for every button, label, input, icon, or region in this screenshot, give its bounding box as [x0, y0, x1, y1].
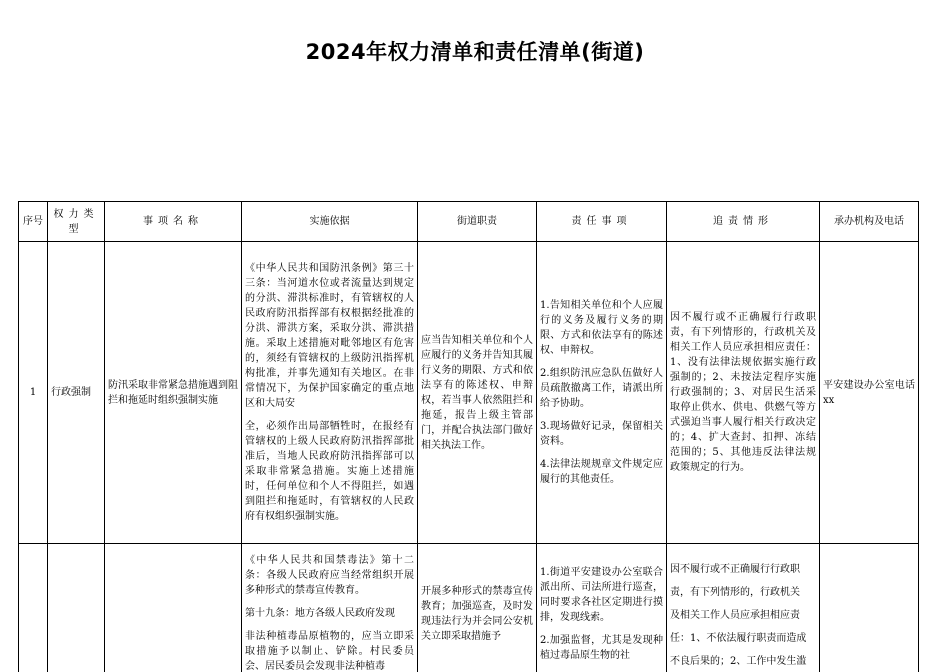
row-resp — [537, 544, 667, 672]
account-line: 及相关工作人员应承担相应责 — [670, 610, 800, 621]
row-no: 1 — [19, 242, 48, 544]
account-line: 因不履行或不正确履行行政职 — [670, 564, 800, 575]
header-resp: 责任事项 — [537, 202, 667, 242]
resp-item: 1.告知相关单位和个人应履行的义务及履行义务的期限、方式和依法享有的陈述权、申辩权。 — [540, 300, 663, 356]
basis-paragraph: 《中华人民共和国禁毒法》第十二条：各级人民政府应当经常组织开展多种形式的禁毒宣传教育。 — [245, 555, 414, 596]
header-type: 权力类型 — [48, 202, 105, 242]
row-type — [48, 544, 105, 672]
header-name: 事项名称 — [105, 202, 242, 242]
header-duty: 街道职责 — [418, 202, 537, 242]
header-org: 承办机构及电话 — [820, 202, 919, 242]
row-name — [105, 544, 242, 672]
resp-item: 2.加强监督，尤其是发现种植过毒品原生物的社 — [540, 634, 663, 661]
header-no: 序号 — [19, 202, 48, 242]
basis-paragraph: 全，必须作出局部牺牲时，在报经有管辖权的上级人民政府防汛指挥部批准后，当地人民政府防汛指挥部可以采取非常紧急措施。实施上述措施时，任何单位和个人不得阻拦，如遇到阻拦和拖延时，有管辖权的人民政府有权组织强制实施。 — [245, 421, 414, 522]
row-no — [19, 544, 48, 672]
resp-item: 3.现场做好记录，保留相关资料。 — [540, 421, 663, 447]
row-basis — [242, 544, 418, 672]
row-resp — [537, 242, 667, 544]
row-name: 防汛采取非常紧急措施遇到阻拦和拖延时组织强制实施 — [105, 242, 242, 544]
document-title: 2024年权力清单和责任清单(街道) — [305, 40, 645, 64]
row-type: 行政强制 — [48, 242, 105, 544]
row-duty: 应当告知相关单位和个人应履行的义务并告知其履行义务的期限、方式和依法享有的陈述权、申辩权，若当事人依然阻拦和拖延，报告上级主管部门，并配合执法部门做好相关执法工作。 — [418, 242, 537, 544]
basis-paragraph: 《中华人民共和国防汛条例》第三十三条：当河道水位或者流量达到规定的分洪、滞洪标准时，有管辖权的人民政府防汛指挥部有权根据经批准的分洪、滞洪方案，采取分洪、滞洪措施。采取上述措施对毗邻地区有危害的，须经有管辖权的上级防汛指挥机构批准，并事先通知有关地区。在非常情况下，为保护国家确定的重点地区和大局安 — [245, 263, 414, 409]
responsibility-table — [18, 201, 919, 672]
row-org: 平安建设办公室电话xx — [820, 242, 919, 544]
header-basis: 实施依据 — [242, 202, 418, 242]
table-header-row — [19, 202, 919, 242]
table-row — [19, 544, 919, 672]
resp-item: 2.组织防汛应急队伍做好人员疏散撤离工作，请派出所给予协助。 — [540, 368, 663, 409]
resp-item: 1.街道平安建设办公室联合派出所、司法所进行巡查，同时要求各社区定期进行摸排，发现线索。 — [540, 566, 663, 623]
resp-item: 4.法律法规规章文件规定应履行的其他责任。 — [540, 459, 663, 485]
header-account: 追责情形 — [667, 202, 820, 242]
basis-paragraph: 非法种植毒品原植物的，应当立即采取措施予以制止、铲除。村民委员会、居民委员会发现非法种植毒 — [245, 631, 414, 672]
basis-paragraph: 第十九条：地方各级人民政府发现 — [245, 608, 395, 619]
table-row — [19, 242, 919, 544]
row-duty: 开展多种形式的禁毒宣传教育；加强巡查，及时发现违法行为并会同公安机关立即采取措施予 — [418, 544, 537, 672]
account-line: 不良后果的；2、工作中发生滥 — [670, 656, 807, 667]
row-account — [667, 544, 820, 672]
account-line: 责，有下列情形的，行政机关 — [670, 587, 800, 598]
row-basis — [242, 242, 418, 544]
row-org — [820, 544, 919, 672]
account-line: 任：1、不依法履行职责而造成 — [670, 633, 807, 644]
row-account: 因不履行或不正确履行行政职责，有下列情形的，行政机关及相关工作人员应承担相应责任：1、没有法律法规依据实施行政强制的；2、未按法定程序实施行政强制的；3、对居民生活采取停止供水、供电、供燃气等方式强迫当事人履行相关行政决定的；4、扩大查封、扣押、冻结范围的；5、其他违反法律法规政策规定的行为。 — [667, 242, 820, 544]
